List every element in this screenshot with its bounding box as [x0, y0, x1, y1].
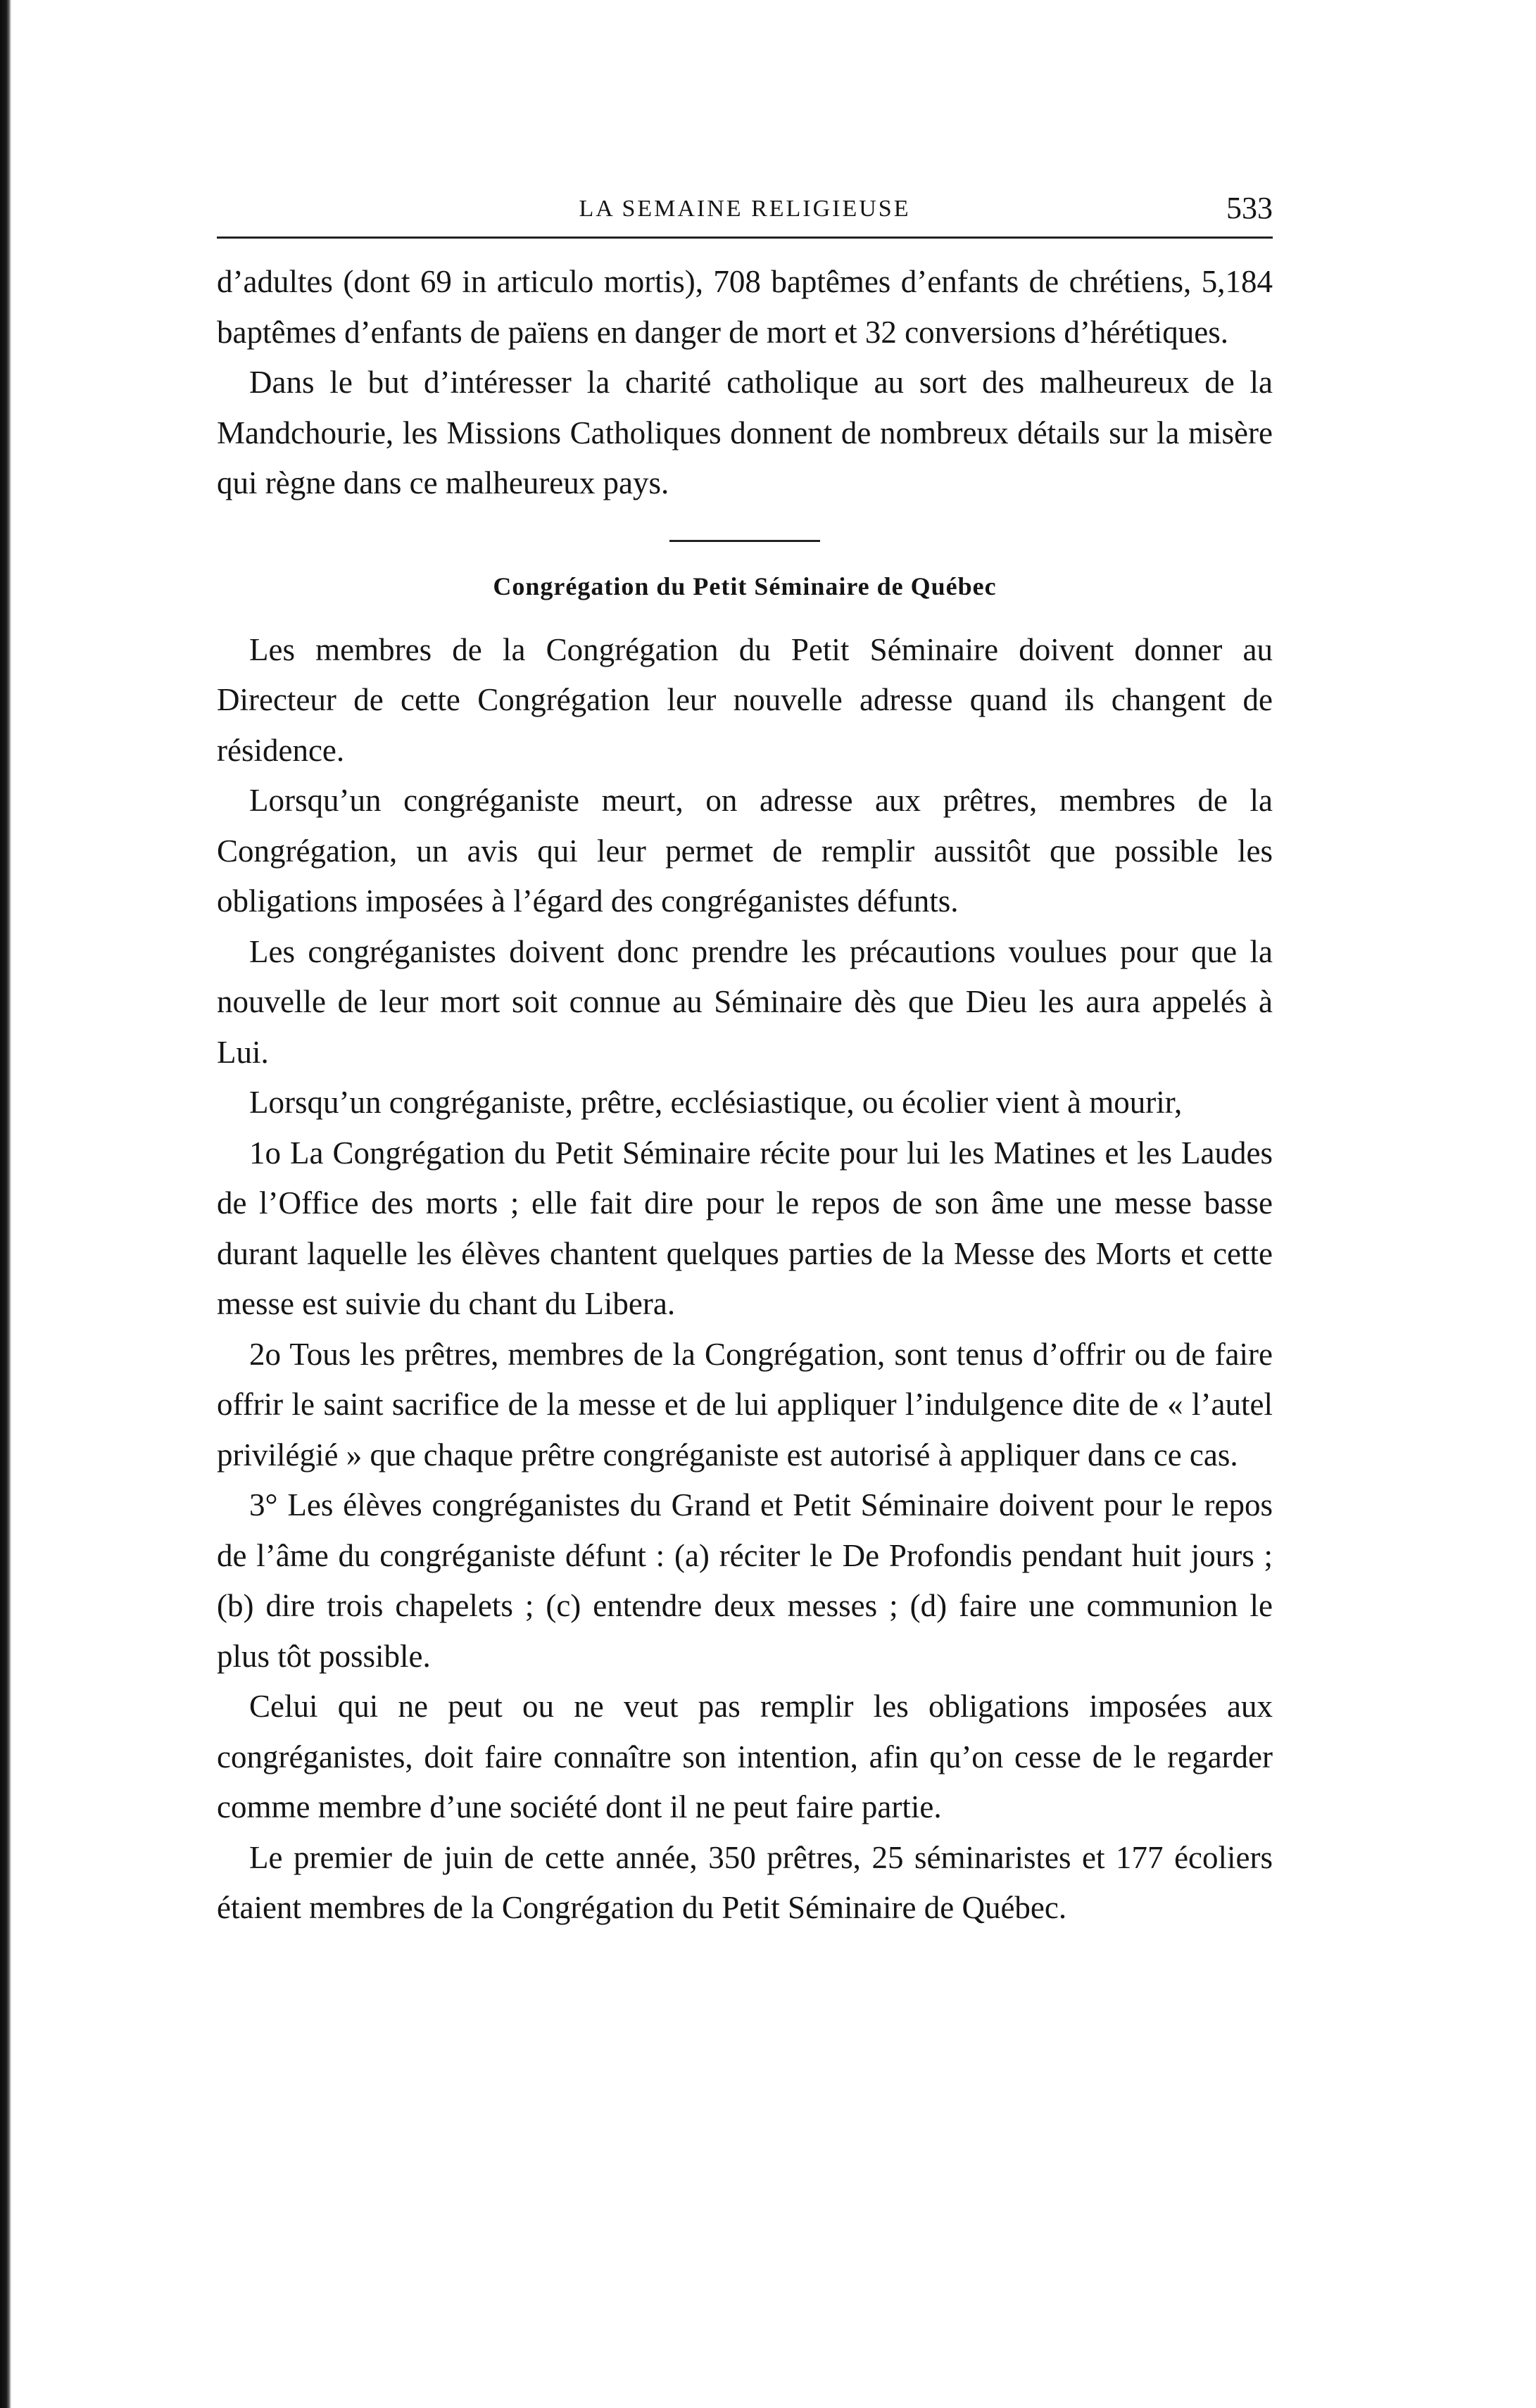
section-heading: Congrégation du Petit Séminaire de Québec — [493, 572, 997, 600]
paragraph-when-dies: Lorsqu’un congréganiste, prêtre, ecclésiastique, ou écolier vient à mourir, — [249, 1085, 1183, 1120]
paragraph-continued: d’adultes (dont 69 in articulo mortis), 708 baptêmes d’enfants de chrétiens, 5,184 baptêmes d’enfants de païens en danger de mort et 32 conversions d’hérétiques. — [217, 264, 1273, 350]
book-page — [217, 190, 1273, 1934]
paragraph-death-notice: Lorsqu’un congréganiste meurt, on adresse aux prêtres, membres de la Congrégation, un avis qui leur permet de remplir aussitôt que possible les obligations imposées à l’égard des congréganistes défunts. — [217, 783, 1273, 919]
header-rule — [217, 237, 1273, 239]
page-binding-edge — [0, 0, 11, 2408]
paragraph-obligation-1: 1o La Congrégation du Petit Séminaire récite pour lui les Matines et les Laudes de l’Office des morts ; elle fait dire pour le repos de son âme une messe basse durant laquelle les élèves chantent quelques parties de la Messe des Morts et cette messe est suivie du chant du Libera. — [217, 1135, 1273, 1321]
running-head — [217, 190, 1273, 232]
paragraph-obligation-2: 2o Tous les prêtres, membres de la Congrégation, sont tenus d’offrir ou de faire offrir le saint sacrifice de la messe et de lui appliquer l’indulgence dite de « l’autel privilégié » que chaque prêtre congréganiste est autorisé à appliquer dans ce cas. — [217, 1336, 1273, 1473]
page-number: 533 — [1226, 191, 1273, 225]
running-title: LA SEMAINE RELIGIEUSE — [579, 196, 911, 222]
section-divider — [669, 540, 820, 542]
paragraph-obligation-3: 3° Les élèves congréganistes du Grand et Petit Séminaire doivent pour le repos de l’âme du congréganiste défunt : (a) réciter le De Profondis pendant huit jours ; (b) dire trois chapelets ; (c) entendre deux messes ; (d) faire une communion le plus tôt possible. — [217, 1487, 1273, 1674]
paragraph-precautions: Les congréganistes doivent donc prendre les précautions voulues pour que la nouvelle de leur mort soit connue au Séminaire dès que Dieu les aura appelés à Lui. — [217, 933, 1273, 1070]
paragraph-mandchourie: Dans le but d’intéresser la charité catholique au sort des malheureux de la Mandchourie, les Missions Catholiques donnent de nombreux détails sur la misère qui règne dans ce malheureux pays. — [217, 365, 1273, 500]
paragraph-membership-count: Le premier de juin de cette année, 350 prêtres, 25 séminaristes et 177 écoliers étaient membres de la Congrégation du Petit Séminaire de Québec. — [217, 1839, 1273, 1925]
paragraph-change-address: Les membres de la Congrégation du Petit Séminaire doivent donner au Directeur de cette Congrégation leur nouvelle adresse quand ils changent de résidence. — [217, 631, 1273, 768]
paragraph-withdrawal: Celui qui ne peut ou ne veut pas remplir les obligations imposées aux congréganistes, doit faire connaître son intention, afin qu’on cesse de le regarder comme membre d’une société dont il ne peut faire partie. — [217, 1689, 1273, 1824]
